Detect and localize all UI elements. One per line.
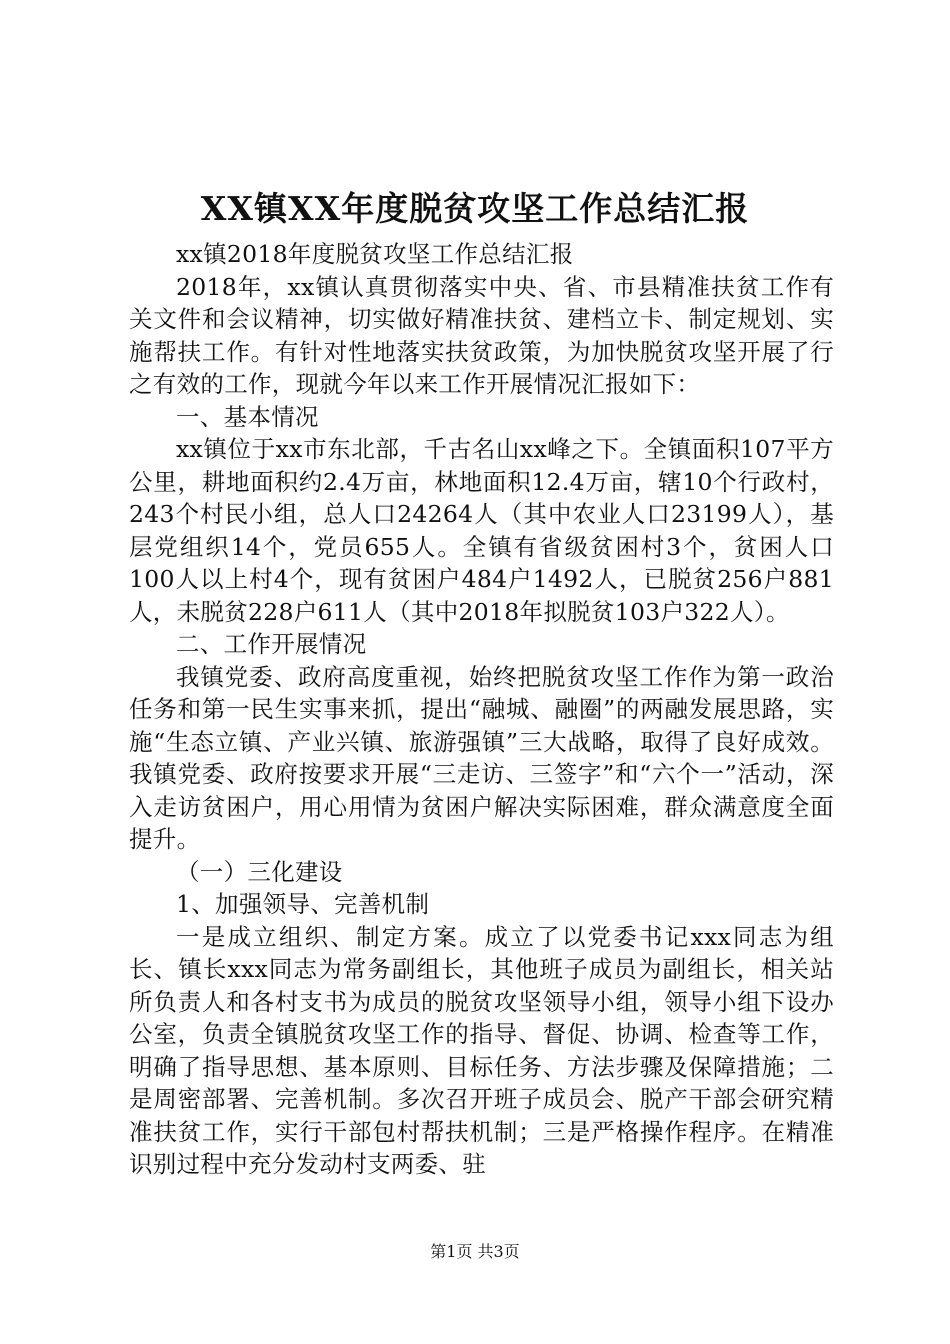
document-title: XX镇XX年度脱贫攻坚工作总结汇报 <box>200 189 750 228</box>
work-paragraph: 我镇党委、政府高度重视，始终把脱贫攻坚工作作为第一政治任务和第一民生实事来抓，提出“融城、融圈”的两融发展思路，实施“生态立镇、产业兴镇、旅游强镇”三大战略，取得了良好成效。我镇党委、政府按要求开展“三走访、三签字”和“六个一”活动，深入走访贫困户，用心用情为贫困户解决实际困难，群众满意度全面提升。 <box>129 662 834 853</box>
subsection-heading: （一）三化建设 <box>176 857 343 886</box>
basic-info-paragraph: xx镇位于xx市东北部，千古名山xx峰之下。全镇面积107平方公里，耕地面积约2.4万亩，林地面积12.4万亩，辖10个行政村，243个村民小组，总人口24264人（其中农业人口23199人），基层党组织14个，党员655人。全镇有省级贫困村3个，贫困人口100人以上村4个，现有贫困户484户1492人，已脱贫256户881人，未脱贫228户611人（其中2018年拟脱贫103户322人）。 <box>129 435 834 626</box>
item-heading: 1、加强领导、完善机制 <box>176 890 430 918</box>
leadership-paragraph: 一是成立组织、制定方案。成立了以党委书记xxx同志为组长、镇长xxx同志为常务副组长，其他班子成员为副组长，相关站所负责人和各村支书为成员的脱贫攻坚领导小组，领导小组下设办公室，负责全镇脱贫攻坚工作的指导、督促、协调、检查等工作，明确了指导思想、基本原则、目标任务、方法步骤及保障措施；二是周密部署、完善机制。多次召开班子成员会、脱产干部会研究精准扶贫工作，实行干部包村帮扶机制；三是严格操作程序。在精准识别过程中充分发动村支两委、驻 <box>129 922 834 1178</box>
section-heading-basic: 一、基本情况 <box>176 402 319 431</box>
intro-paragraph: 2018年，xx镇认真贯彻落实中央、省、市县精准扶贫工作有关文件和会议精神，切实做好精准扶贫、建档立卡、制定规划、实施帮扶工作。有针对性地落实扶贫政策，为加快脱贫攻坚开展了行之有效的工作，现就今年以来工作开展情况汇报如下： <box>129 272 834 398</box>
subtitle-paragraph: xx镇2018年度脱贫攻坚工作总结汇报 <box>176 240 574 268</box>
section-heading-work: 二、工作开展情况 <box>176 630 367 658</box>
page-number: 第1页 共3页 <box>430 1242 520 1261</box>
document-body <box>129 238 834 1181</box>
